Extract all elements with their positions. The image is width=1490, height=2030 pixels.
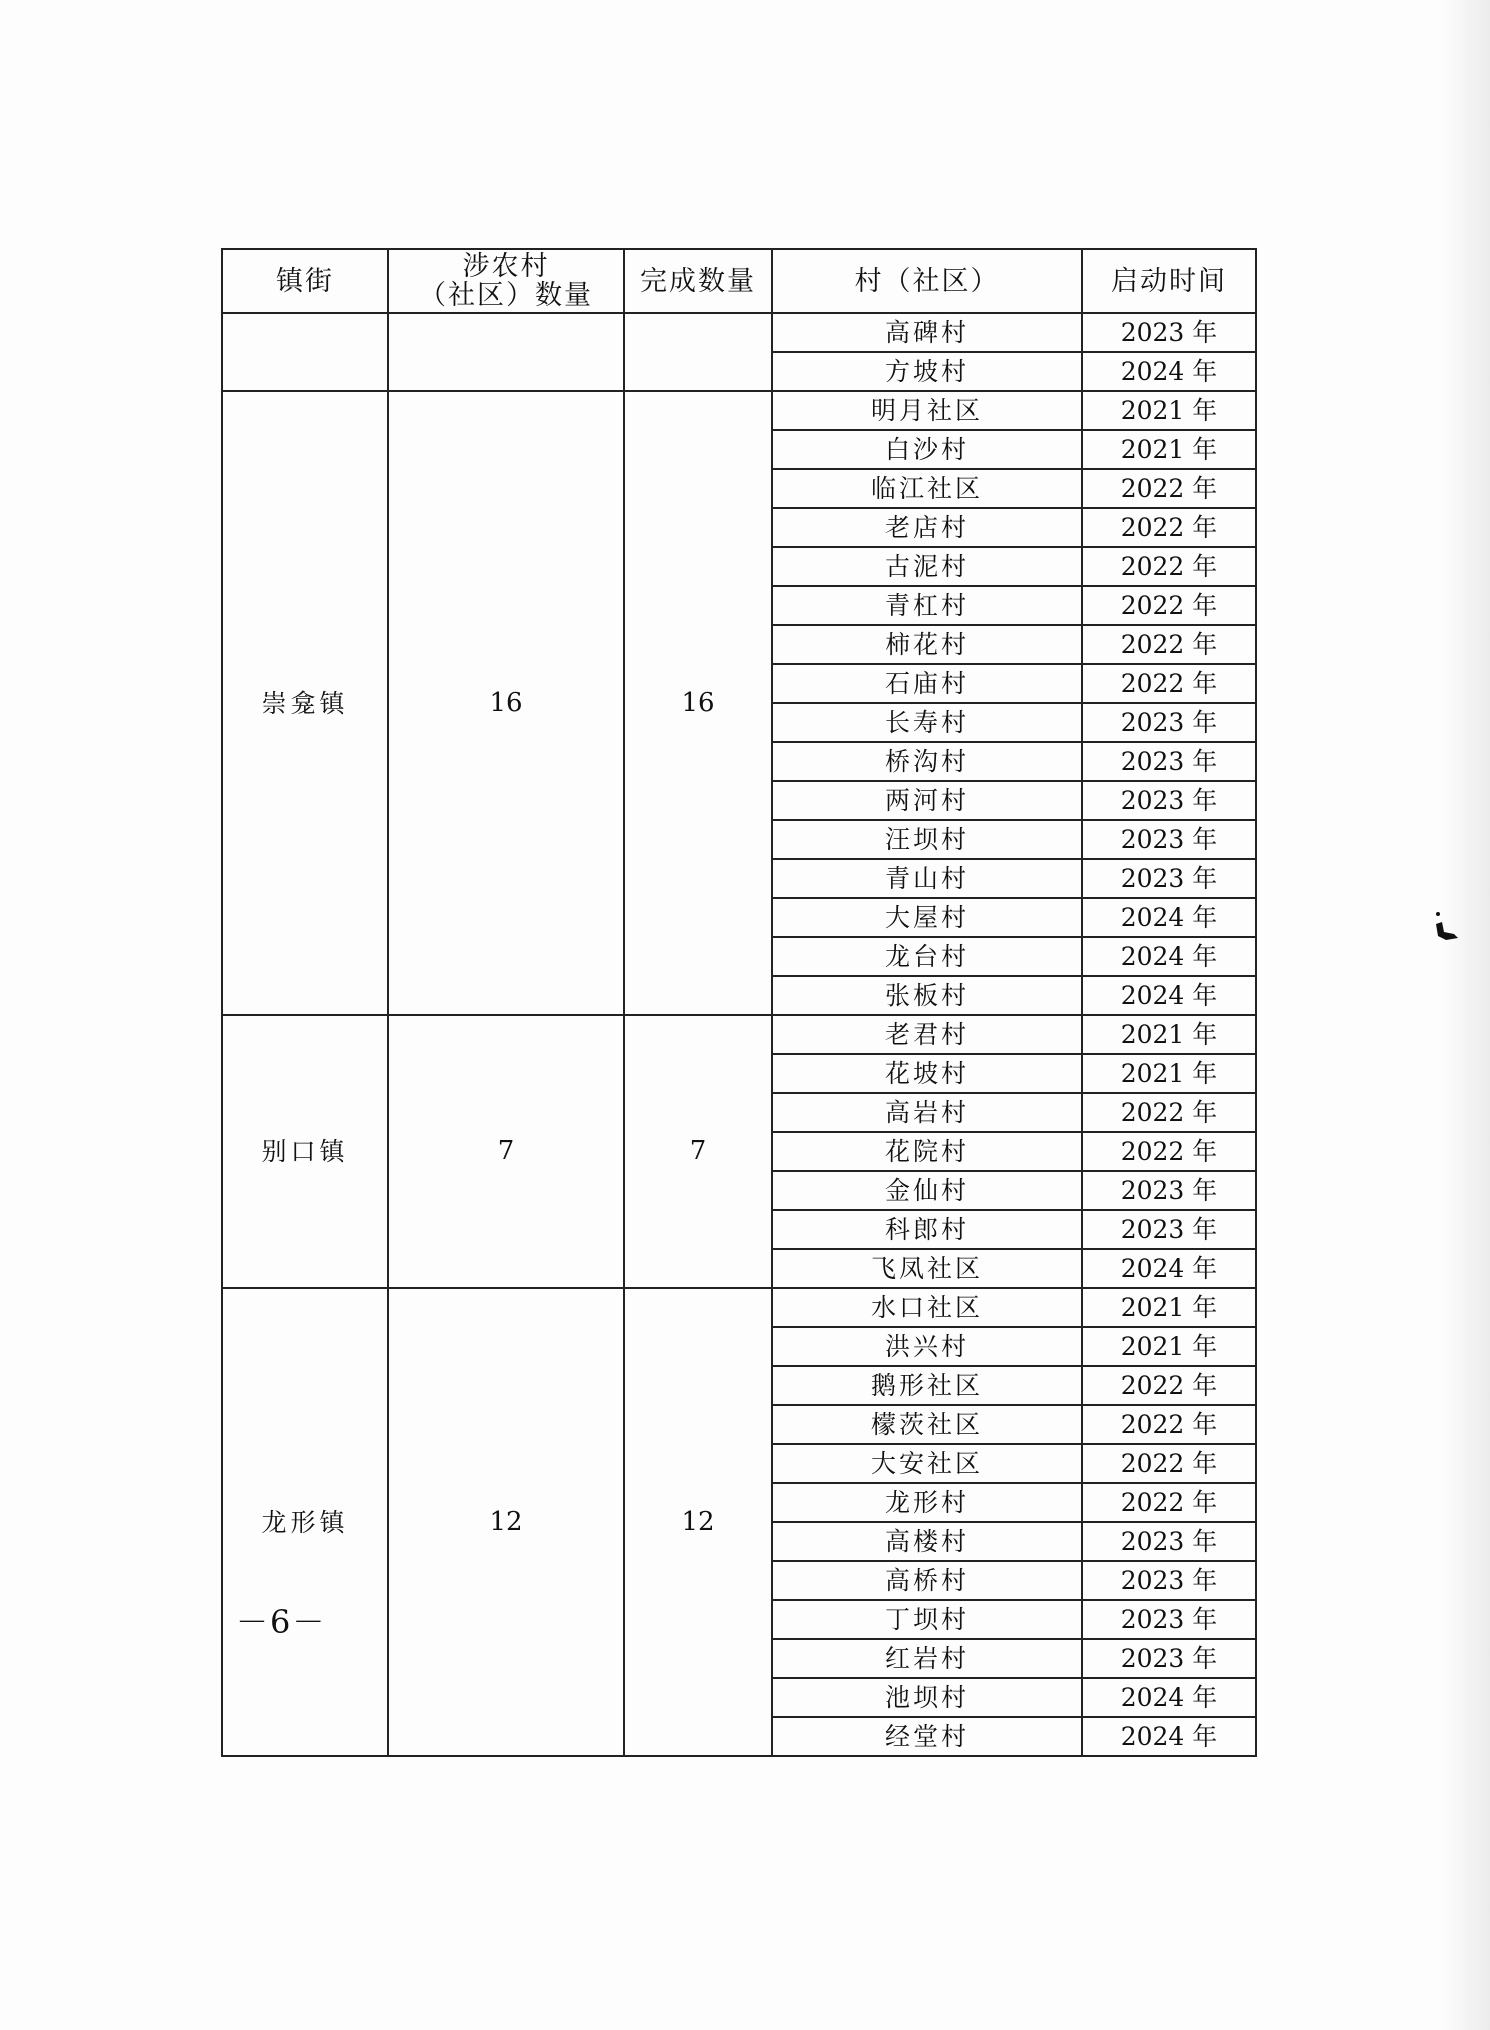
village-cell: 石庙村	[772, 664, 1082, 703]
start-year-cell: 2023 年	[1082, 1600, 1256, 1639]
start-year-cell: 2022 年	[1082, 469, 1256, 508]
done-count-cell	[624, 313, 772, 391]
village-cell: 青山村	[772, 859, 1082, 898]
start-year-cell: 2023 年	[1082, 781, 1256, 820]
village-cell: 红岩村	[772, 1639, 1082, 1678]
header-town: 镇街	[222, 249, 388, 313]
start-year-cell: 2022 年	[1082, 1444, 1256, 1483]
start-year-cell: 2024 年	[1082, 976, 1256, 1015]
village-cell: 檬茨社区	[772, 1405, 1082, 1444]
village-cell: 高楼村	[772, 1522, 1082, 1561]
start-year-cell: 2023 年	[1082, 1561, 1256, 1600]
table-header	[222, 249, 1256, 313]
village-cell: 高岩村	[772, 1093, 1082, 1132]
village-cell: 花院村	[772, 1132, 1082, 1171]
header-total-line1: 涉农村	[462, 251, 550, 282]
village-cell: 老君村	[772, 1015, 1082, 1054]
town-cell	[222, 313, 388, 391]
table-row	[222, 1288, 1256, 1327]
start-year-cell: 2023 年	[1082, 742, 1256, 781]
start-year-cell: 2023 年	[1082, 859, 1256, 898]
start-year-cell: 2021 年	[1082, 430, 1256, 469]
village-cell: 洪兴村	[772, 1327, 1082, 1366]
table-body	[222, 313, 1256, 1756]
village-cell: 张板村	[772, 976, 1082, 1015]
village-cell: 方坡村	[772, 352, 1082, 391]
start-year-cell: 2021 年	[1082, 1327, 1256, 1366]
start-year-cell: 2022 年	[1082, 1366, 1256, 1405]
start-year-cell: 2024 年	[1082, 1249, 1256, 1288]
village-cell: 明月社区	[772, 391, 1082, 430]
village-cell: 老店村	[772, 508, 1082, 547]
village-cell: 大安社区	[772, 1444, 1082, 1483]
start-year-cell: 2024 年	[1082, 1717, 1256, 1756]
page-number: －6－	[236, 1603, 327, 1641]
start-year-cell: 2022 年	[1082, 625, 1256, 664]
table-row	[222, 391, 1256, 430]
start-year-cell: 2022 年	[1082, 508, 1256, 547]
village-cell: 经堂村	[772, 1717, 1082, 1756]
header-total	[388, 249, 624, 313]
village-table	[221, 248, 1257, 1757]
start-year-cell: 2024 年	[1082, 1678, 1256, 1717]
village-cell: 桥沟村	[772, 742, 1082, 781]
table-row	[222, 313, 1256, 352]
village-cell: 大屋村	[772, 898, 1082, 937]
done-count-cell: 12	[624, 1288, 772, 1756]
total-count-cell: 16	[388, 391, 624, 1015]
start-year-cell: 2023 年	[1082, 1639, 1256, 1678]
village-cell: 柿花村	[772, 625, 1082, 664]
total-count-cell: 7	[388, 1015, 624, 1288]
village-cell: 汪坝村	[772, 820, 1082, 859]
start-year-cell: 2021 年	[1082, 391, 1256, 430]
start-year-cell: 2022 年	[1082, 586, 1256, 625]
village-cell: 古泥村	[772, 547, 1082, 586]
start-year-cell: 2023 年	[1082, 1171, 1256, 1210]
done-count-cell: 16	[624, 391, 772, 1015]
town-cell: 崇龛镇	[222, 391, 388, 1015]
start-year-cell: 2022 年	[1082, 1483, 1256, 1522]
village-cell: 高桥村	[772, 1561, 1082, 1600]
village-cell: 龙形村	[772, 1483, 1082, 1522]
start-year-cell: 2021 年	[1082, 1288, 1256, 1327]
town-cell: 龙形镇	[222, 1288, 388, 1756]
start-year-cell: 2024 年	[1082, 898, 1256, 937]
start-year-cell: 2023 年	[1082, 820, 1256, 859]
village-cell: 白沙村	[772, 430, 1082, 469]
village-cell: 池坝村	[772, 1678, 1082, 1717]
village-cell: 花坡村	[772, 1054, 1082, 1093]
total-count-cell	[388, 313, 624, 391]
start-year-cell: 2022 年	[1082, 1132, 1256, 1171]
header-village: 村（社区）	[772, 249, 1082, 313]
village-cell: 飞凤社区	[772, 1249, 1082, 1288]
village-cell: 青杠村	[772, 586, 1082, 625]
town-cell: 别口镇	[222, 1015, 388, 1288]
village-cell: 鹅形社区	[772, 1366, 1082, 1405]
start-year-cell: 2022 年	[1082, 1405, 1256, 1444]
scan-edge-shadow	[1442, 0, 1490, 2030]
header-start: 启动时间	[1082, 249, 1256, 313]
start-year-cell: 2021 年	[1082, 1015, 1256, 1054]
village-cell: 科郎村	[772, 1210, 1082, 1249]
table-header-row	[222, 249, 1256, 313]
village-cell: 丁坝村	[772, 1600, 1082, 1639]
village-cell: 长寿村	[772, 703, 1082, 742]
header-done: 完成数量	[624, 249, 772, 313]
start-year-cell: 2022 年	[1082, 664, 1256, 703]
header-total-line2: （社区）数量	[419, 280, 593, 311]
start-year-cell: 2024 年	[1082, 352, 1256, 391]
scan-ink-speck	[1432, 910, 1462, 944]
start-year-cell: 2023 年	[1082, 313, 1256, 352]
village-cell: 龙台村	[772, 937, 1082, 976]
village-cell: 水口社区	[772, 1288, 1082, 1327]
done-count-cell: 7	[624, 1015, 772, 1288]
village-cell: 临江社区	[772, 469, 1082, 508]
village-cell: 金仙村	[772, 1171, 1082, 1210]
start-year-cell: 2024 年	[1082, 937, 1256, 976]
start-year-cell: 2022 年	[1082, 1093, 1256, 1132]
start-year-cell: 2023 年	[1082, 703, 1256, 742]
total-count-cell: 12	[388, 1288, 624, 1756]
table-row	[222, 1015, 1256, 1054]
start-year-cell: 2023 年	[1082, 1210, 1256, 1249]
start-year-cell: 2022 年	[1082, 547, 1256, 586]
village-cell: 两河村	[772, 781, 1082, 820]
start-year-cell: 2021 年	[1082, 1054, 1256, 1093]
village-cell: 高碑村	[772, 313, 1082, 352]
start-year-cell: 2023 年	[1082, 1522, 1256, 1561]
